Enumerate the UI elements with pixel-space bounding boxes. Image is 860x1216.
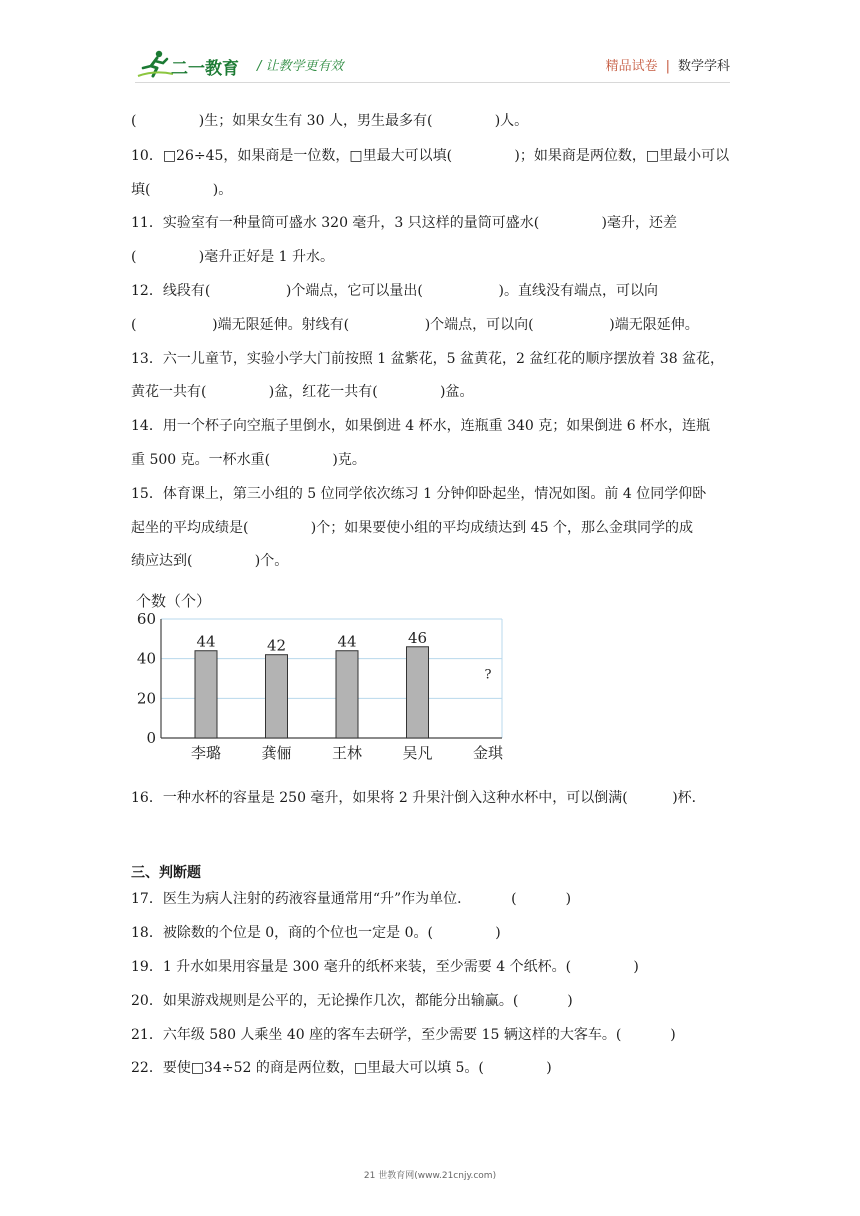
x-tick-label: 王林 bbox=[331, 744, 363, 762]
question-line: 起坐的平均成绩是( )个；如果要使小组的平均成绩达到 45 个，那么金琪同学的成 bbox=[131, 520, 693, 536]
runner-logo-icon bbox=[135, 48, 175, 80]
question-line: 12．线段有( )个端点，它可以量出( )。直线没有端点，可以向 bbox=[131, 283, 658, 299]
data-label: 44 bbox=[337, 632, 357, 651]
judgement-line: 19．1 升水如果用容量是 300 毫升的纸杯来装，至少需要 4 个纸杯。( ) bbox=[131, 959, 639, 975]
question-line: ( )端无限延伸。射线有( )个端点，可以向( )端无限延伸。 bbox=[131, 317, 699, 333]
section-title: 三、判断题 bbox=[131, 865, 201, 881]
judgement-line: 17．医生为病人注射的药液容量通常用“升”作为单位． ( ) bbox=[131, 891, 572, 907]
judgement-line: 21．六年级 580 人乘坐 40 座的客车去研学，至少需要 15 辆这样的大客车。( ) bbox=[131, 1027, 676, 1043]
data-label: 44 bbox=[196, 632, 216, 651]
question-line: 15．体育课上，第三小组的 5 位同学依次练习 1 分钟仰卧起坐，情况如图。前 4 位同学仰卧 bbox=[131, 486, 707, 502]
data-label: 42 bbox=[266, 636, 287, 655]
subject-label: 数学学科 bbox=[677, 59, 730, 74]
question-line: 填( )。 bbox=[131, 182, 233, 198]
judgement-line: 22．要使□34÷52 的商是两位数，□里最大可以填 5。( ) bbox=[131, 1060, 552, 1076]
slogan: / 让教学更有效 bbox=[257, 59, 344, 74]
header-divider bbox=[135, 82, 730, 83]
judgement-line: 18．被除数的个位是 0，商的个位也一定是 0。( ) bbox=[131, 925, 501, 941]
question-line: 绩应达到( )个。 bbox=[131, 553, 289, 569]
question-line: 14．用一个杯子向空瓶子里倒水，如果倒进 4 杯水，连瓶重 340 克；如果倒进 6 杯水，连瓶 bbox=[131, 418, 711, 434]
logo-text: 二一教育 bbox=[171, 59, 239, 79]
bar bbox=[407, 647, 429, 738]
data-label: 46 bbox=[407, 628, 428, 647]
x-tick-label: 李璐 bbox=[190, 744, 222, 762]
paper-tag: 精品试卷 bbox=[605, 59, 658, 74]
question-line: 重 500 克。一杯水重( )克。 bbox=[131, 452, 366, 468]
bar bbox=[336, 651, 358, 738]
y-tick-label: 60 bbox=[136, 610, 156, 628]
y-tick-label: 40 bbox=[136, 649, 156, 668]
y-tick-label: 0 bbox=[146, 729, 156, 747]
x-tick-label: 龚俪 bbox=[261, 744, 292, 762]
question-line: 黄花一共有( )盆，红花一共有( )盆。 bbox=[131, 384, 474, 400]
header-right bbox=[606, 55, 730, 74]
footer-text: 21 世教育网(www.21cnjy.com) bbox=[363, 1171, 497, 1181]
data-label: ? bbox=[484, 667, 492, 683]
question-line: 13．六一儿童节，实验小学大门前按照 1 盆紫花，5 盆黄花，2 盆红花的顺序摆放着 38 盆花， bbox=[131, 351, 725, 367]
bar bbox=[266, 655, 288, 738]
x-tick-label: 吴凡 bbox=[402, 744, 433, 762]
question-line: 16．一种水杯的容量是 250 毫升，如果将 2 升果汁倒入这种水杯中，可以倒满( )杯． bbox=[131, 790, 706, 806]
page-header bbox=[135, 48, 730, 82]
bar bbox=[195, 651, 217, 738]
y-tick-label: 20 bbox=[136, 689, 156, 708]
chart-title: 个数（个） bbox=[136, 592, 212, 610]
question-line: 11．实验室有一种量筒可盛水 320 毫升，3 只这样的量筒可盛水( )毫升，还差 bbox=[131, 215, 678, 231]
situps-bar-chart bbox=[130, 586, 530, 766]
question-line: ( )生；如果女生有 30 人，男生最多有( )人。 bbox=[131, 113, 529, 129]
x-tick-label: 金琪 bbox=[472, 744, 504, 762]
header-separator: | bbox=[665, 59, 670, 74]
question-line: 10．□26÷45，如果商是一位数，□里最大可以填( )；如果商是两位数，□里最小可以 bbox=[131, 148, 730, 164]
judgement-line: 20．如果游戏规则是公平的，无论操作几次，都能分出输赢。( ) bbox=[131, 993, 573, 1009]
question-line: ( )毫升正好是 1 升水。 bbox=[131, 249, 335, 265]
